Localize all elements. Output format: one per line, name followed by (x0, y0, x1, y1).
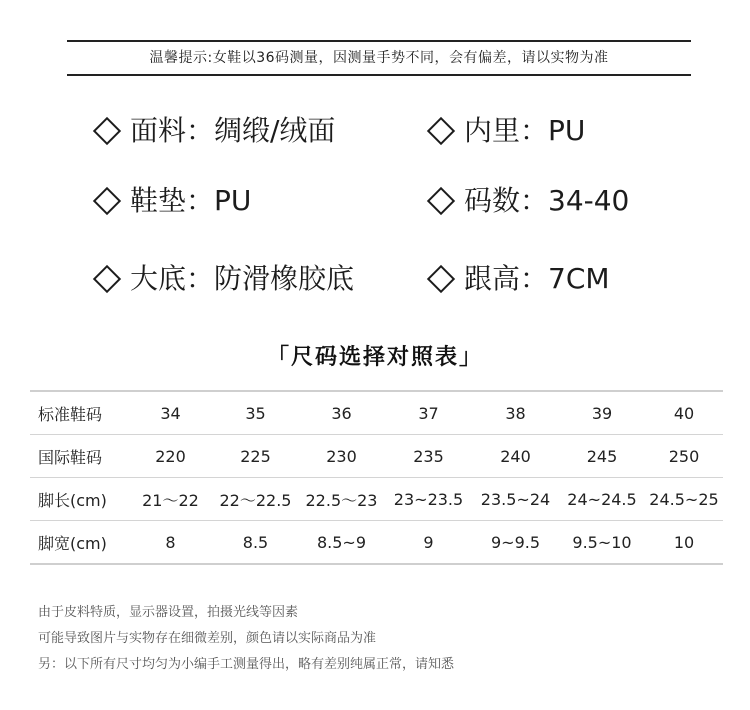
table-cell: 235 (385, 435, 472, 478)
table-cell: 245 (559, 435, 645, 478)
notice-rule-top (67, 40, 691, 42)
table-cell: 9.5~10 (559, 521, 645, 565)
table-cell: 9 (385, 521, 472, 565)
footnote-line: 另：以下所有尺寸均匀为小编手工测量得出，略有差别纯属正常，请知悉 (38, 657, 455, 672)
table-cell: 220 (128, 435, 213, 478)
notice-rule-bottom (67, 74, 691, 76)
table-row-standard-size (30, 391, 723, 435)
table-cell: 8.5 (213, 521, 298, 565)
table-cell: 39 (559, 391, 645, 435)
table-cell: 21～22 (128, 478, 213, 521)
table-cell: 35 (213, 391, 298, 435)
diamond-icon (427, 117, 455, 145)
spec-heel-height (426, 259, 610, 299)
diamond-icon (427, 187, 455, 215)
diamond-icon (93, 265, 121, 293)
spec-material-label: 面料：绸缎/绒面 (130, 114, 336, 147)
row-header: 脚宽(cm) (30, 521, 128, 565)
table-cell: 22～22.5 (213, 478, 298, 521)
table-cell: 8.5~9 (298, 521, 385, 565)
table-cell: 36 (298, 391, 385, 435)
table-cell: 34 (128, 391, 213, 435)
table-cell: 9~9.5 (472, 521, 559, 565)
table-cell: 38 (472, 391, 559, 435)
table-row-foot-length (30, 478, 723, 521)
table-row-international-size (30, 435, 723, 478)
footnote-line: 可能导致图片与实物存在细微差别，颜色请以实际商品为准 (38, 631, 377, 646)
diamond-icon (93, 117, 121, 145)
footnote-line: 由于皮料特质，显示器设置，拍摄光线等因素 (38, 605, 299, 620)
table-cell: 37 (385, 391, 472, 435)
table-cell: 250 (645, 435, 723, 478)
diamond-icon (427, 265, 455, 293)
size-chart-title: 「尺码选择对照表」 (266, 345, 483, 370)
table-cell: 240 (472, 435, 559, 478)
table-cell: 24~24.5 (559, 478, 645, 521)
spec-outsole (92, 259, 354, 299)
spec-size-range (426, 181, 629, 221)
table-cell: 40 (645, 391, 723, 435)
spec-lining (426, 111, 585, 151)
table-cell: 230 (298, 435, 385, 478)
notice-text: 温馨提示:女鞋以36码测量，因测量手势不同，会有偏差，请以实物为准 (149, 50, 609, 66)
table-cell: 24.5~25 (645, 478, 723, 521)
size-chart-table (30, 390, 723, 565)
table-cell: 8 (128, 521, 213, 565)
spec-outsole-label: 大底：防滑橡胶底 (130, 262, 355, 295)
table-cell: 23~23.5 (385, 478, 472, 521)
spec-size-range-label: 码数：34-40 (464, 184, 630, 217)
row-header: 标准鞋码 (30, 391, 128, 435)
table-cell: 10 (645, 521, 723, 565)
table-cell: 225 (213, 435, 298, 478)
row-header: 脚长(cm) (30, 478, 128, 521)
diamond-icon (93, 187, 121, 215)
spec-insole (92, 181, 251, 221)
table-cell: 22.5～23 (298, 478, 385, 521)
spec-material (92, 111, 335, 151)
table-cell: 23.5~24 (472, 478, 559, 521)
spec-insole-label: 鞋垫：PU (130, 184, 252, 217)
row-header: 国际鞋码 (30, 435, 128, 478)
spec-lining-label: 内里：PU (464, 114, 586, 147)
table-row-foot-width (30, 521, 723, 565)
footnotes (38, 600, 718, 678)
spec-heel-height-label: 跟高：7CM (464, 262, 610, 295)
